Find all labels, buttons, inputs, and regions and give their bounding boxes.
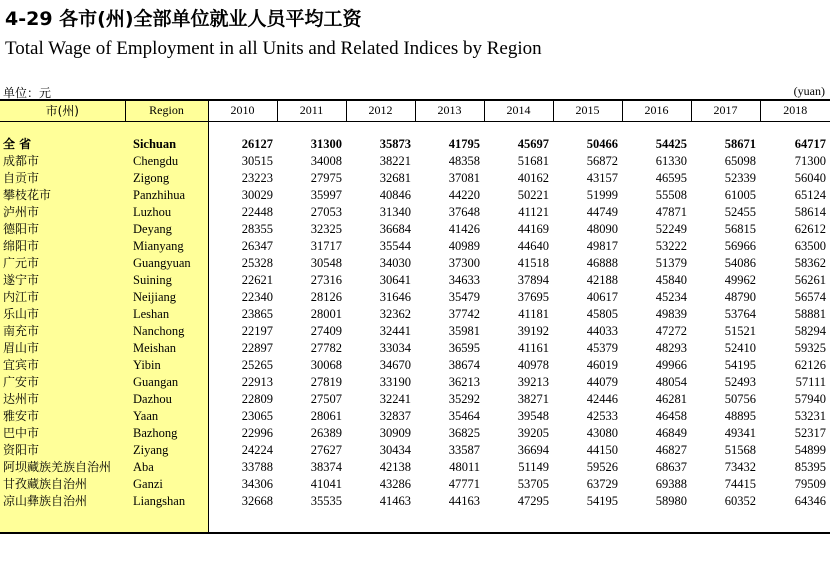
wage-value-cell: 25328 (241, 255, 273, 270)
region-name-cell: Guangan (125, 374, 208, 391)
wage-value-cell: 30068 (310, 357, 342, 372)
wage-value-cell: 48054 (655, 374, 687, 389)
table-row (0, 493, 830, 532)
wage-value-cell: 52339 (724, 170, 756, 185)
wage-value-cell: 58671 (724, 136, 756, 151)
wage-value-cell: 33034 (379, 340, 411, 355)
city-name-cell: 广安市 (0, 374, 125, 391)
wage-value-cell: 64717 (794, 136, 826, 151)
wage-value-cell: 32668 (241, 493, 273, 508)
wage-value-cell: 22897 (241, 340, 273, 355)
table-row (0, 323, 830, 340)
header-year: 2017 (691, 100, 760, 121)
city-name-cell: 绵阳市 (0, 238, 125, 255)
wage-value-cell: 27975 (310, 170, 342, 185)
wage-value-cell: 38374 (310, 459, 342, 474)
city-name-cell: 德阳市 (0, 221, 125, 238)
wage-value-cell: 37081 (448, 170, 480, 185)
table-row (0, 221, 830, 238)
wage-value-cell: 35873 (379, 136, 411, 151)
wage-value-cell: 50466 (586, 136, 618, 151)
bottom-rule (0, 532, 830, 534)
wage-value-cell: 22448 (241, 204, 273, 219)
region-name-cell: Dazhou (125, 391, 208, 408)
wage-value-cell: 31300 (310, 136, 342, 151)
wage-value-cell: 44079 (586, 374, 618, 389)
wage-value-cell: 47871 (655, 204, 687, 219)
wage-value-cell: 44169 (517, 221, 549, 236)
wage-value-cell: 45234 (655, 289, 687, 304)
city-name-cell: 甘孜藏族自治州 (0, 476, 125, 493)
wage-value-cell: 58881 (794, 306, 826, 321)
table-row (0, 153, 830, 170)
wage-value-cell: 37742 (448, 306, 480, 321)
wage-value-cell: 42188 (586, 272, 618, 287)
table-row (0, 306, 830, 323)
wage-value-cell: 38674 (448, 357, 480, 372)
region-name-cell: Bazhong (125, 425, 208, 442)
wage-value-cell: 54195 (586, 493, 618, 508)
region-name-cell: Ziyang (125, 442, 208, 459)
wage-value-cell: 44749 (586, 204, 618, 219)
header-year: 2016 (622, 100, 691, 121)
wage-value-cell: 58614 (794, 204, 826, 219)
header-region: Region (125, 100, 208, 121)
wage-value-cell: 47295 (517, 493, 549, 508)
wage-value-cell: 22996 (241, 425, 273, 440)
wage-value-cell: 61005 (724, 187, 756, 202)
header-row (0, 100, 830, 121)
wage-value-cell: 61330 (655, 153, 687, 168)
wage-value-cell: 54086 (724, 255, 756, 270)
wage-value-cell: 22913 (241, 374, 273, 389)
wage-value-cell: 43286 (379, 476, 411, 491)
city-name-cell: 雅安市 (0, 408, 125, 425)
wage-value-cell: 54425 (655, 136, 687, 151)
wage-value-cell: 28061 (310, 408, 342, 423)
wage-value-cell: 54195 (724, 357, 756, 372)
header-year: 2013 (415, 100, 484, 121)
wage-value-cell: 35535 (310, 493, 342, 508)
wage-value-cell: 69388 (655, 476, 687, 491)
table-row (0, 357, 830, 374)
wage-value-cell: 36595 (448, 340, 480, 355)
wage-value-cell: 31340 (379, 204, 411, 219)
table-row (0, 425, 830, 442)
table-row (0, 255, 830, 272)
wage-value-cell: 51521 (724, 323, 756, 338)
wage-value-cell: 33788 (241, 459, 273, 474)
wage-value-cell: 58294 (794, 323, 826, 338)
wage-value-cell: 44033 (586, 323, 618, 338)
wage-value-cell: 56040 (794, 170, 826, 185)
wage-value-cell: 37695 (517, 289, 549, 304)
wage-value-cell: 51681 (517, 153, 549, 168)
wage-value-cell: 47771 (448, 476, 480, 491)
wage-value-cell: 41041 (310, 476, 342, 491)
wage-value-cell: 37648 (448, 204, 480, 219)
wage-value-cell: 32241 (379, 391, 411, 406)
wage-value-cell: 46458 (655, 408, 687, 423)
wage-value-cell: 36694 (517, 442, 549, 457)
wage-value-cell: 45840 (655, 272, 687, 287)
wage-value-cell: 56574 (794, 289, 826, 304)
wage-value-cell: 38271 (517, 391, 549, 406)
wage-value-cell: 40978 (517, 357, 549, 372)
spacer-cell (691, 121, 760, 136)
header-city: 市(州) (0, 100, 125, 121)
wage-value-cell: 39192 (517, 323, 549, 338)
wage-value-cell: 30548 (310, 255, 342, 270)
wage-value-cell: 57111 (795, 374, 826, 389)
wage-value-cell: 31717 (310, 238, 342, 253)
city-name-cell: 巴中市 (0, 425, 125, 442)
wage-value-cell: 30909 (379, 425, 411, 440)
wage-value-cell: 40617 (586, 289, 618, 304)
wage-value-cell: 51149 (518, 459, 549, 474)
wage-value-cell: 27782 (310, 340, 342, 355)
table-row (0, 459, 830, 476)
wage-value-cell: 79509 (794, 476, 826, 491)
wage-value-cell: 43080 (586, 425, 618, 440)
wage-value-cell: 85395 (794, 459, 826, 474)
header-year: 2018 (760, 100, 830, 121)
wage-value-cell: 37894 (517, 272, 549, 287)
table-row (0, 476, 830, 493)
wage-value-cell: 24224 (241, 442, 273, 457)
total-row (0, 136, 830, 153)
header-year: 2010 (208, 100, 277, 121)
wage-value-cell: 51999 (586, 187, 618, 202)
wage-value-cell: 30029 (241, 187, 273, 202)
wage-value-cell: 48895 (724, 408, 756, 423)
wage-value-cell: 44150 (586, 442, 618, 457)
table-row (0, 272, 830, 289)
spacer-cell (0, 121, 125, 136)
spacer-cell (760, 121, 830, 136)
spacer-cell (484, 121, 553, 136)
wage-table (0, 99, 830, 532)
wage-value-cell: 56261 (794, 272, 826, 287)
region-name-cell: Nanchong (125, 323, 208, 340)
wage-value-cell: 63500 (794, 238, 826, 253)
wage-value-cell: 27819 (310, 374, 342, 389)
region-name-cell: Guangyuan (125, 255, 208, 272)
wage-value-cell: 34008 (310, 153, 342, 168)
wage-value-cell: 28126 (310, 289, 342, 304)
table-row (0, 187, 830, 204)
region-name-cell: Luzhou (125, 204, 208, 221)
wage-value-cell: 42533 (586, 408, 618, 423)
wage-value-cell: 25265 (241, 357, 273, 372)
wage-value-cell: 46019 (586, 357, 618, 372)
wage-value-cell: 56966 (724, 238, 756, 253)
table-row (0, 238, 830, 255)
wage-value-cell: 56815 (724, 221, 756, 236)
header-year: 2014 (484, 100, 553, 121)
spacer-row (0, 121, 830, 136)
wage-value-cell: 58980 (655, 493, 687, 508)
wage-value-cell: 68637 (655, 459, 687, 474)
wage-value-cell: 57940 (794, 391, 826, 406)
wage-value-cell: 49839 (655, 306, 687, 321)
wage-value-cell: 51568 (724, 442, 756, 457)
wage-value-cell: 53705 (517, 476, 549, 491)
wage-value-cell: 48090 (586, 221, 618, 236)
wage-value-cell: 41181 (518, 306, 549, 321)
city-name-cell: 资阳市 (0, 442, 125, 459)
wage-value-cell: 43157 (586, 170, 618, 185)
city-name-cell: 凉山彝族自治州 (0, 493, 125, 532)
header-year: 2012 (346, 100, 415, 121)
wage-value-cell: 27316 (310, 272, 342, 287)
wage-value-cell: 50756 (724, 391, 756, 406)
wage-value-cell: 35981 (448, 323, 480, 338)
wage-value-cell: 35997 (310, 187, 342, 202)
region-name-cell: Yibin (125, 357, 208, 374)
wage-value-cell: 27507 (310, 391, 342, 406)
wage-value-cell: 47272 (655, 323, 687, 338)
wage-value-cell: 32837 (379, 408, 411, 423)
wage-value-cell: 32441 (379, 323, 411, 338)
table-row (0, 204, 830, 221)
wage-value-cell: 52493 (724, 374, 756, 389)
wage-value-cell: 32325 (310, 221, 342, 236)
wage-value-cell: 53764 (724, 306, 756, 321)
city-name-cell: 成都市 (0, 153, 125, 170)
region-name-cell: Panzhihua (125, 187, 208, 204)
wage-value-cell: 51379 (655, 255, 687, 270)
wage-value-cell: 30515 (241, 153, 273, 168)
wage-value-cell: 74415 (724, 476, 756, 491)
wage-value-cell: 53231 (794, 408, 826, 423)
wage-value-cell: 40162 (517, 170, 549, 185)
wage-value-cell: 55508 (655, 187, 687, 202)
wage-value-cell: 27627 (310, 442, 342, 457)
wage-value-cell: 40989 (448, 238, 480, 253)
wage-value-cell: 44163 (448, 493, 480, 508)
wage-value-cell: 48293 (655, 340, 687, 355)
wage-value-cell: 39213 (517, 374, 549, 389)
spacer-cell (208, 121, 277, 136)
wage-value-cell: 28001 (310, 306, 342, 321)
wage-value-cell: 36684 (379, 221, 411, 236)
wage-value-cell: 26127 (241, 136, 273, 151)
wage-value-cell: 40846 (379, 187, 411, 202)
wage-value-cell: 41161 (518, 340, 549, 355)
table-row (0, 374, 830, 391)
wage-value-cell: 71300 (794, 153, 826, 168)
spacer-cell (125, 121, 208, 136)
wage-value-cell: 34633 (448, 272, 480, 287)
header-year: 2011 (277, 100, 346, 121)
wage-value-cell: 62612 (794, 221, 826, 236)
wage-value-cell: 63729 (586, 476, 618, 491)
city-name-cell: 阿坝藏族羌族自治州 (0, 459, 125, 476)
city-name-cell: 遂宁市 (0, 272, 125, 289)
wage-value-cell: 30434 (379, 442, 411, 457)
region-name-cell: Leshan (125, 306, 208, 323)
wage-value-cell: 45697 (517, 136, 549, 151)
spacer-cell (553, 121, 622, 136)
wage-value-cell: 56872 (586, 153, 618, 168)
wage-value-cell: 27053 (310, 204, 342, 219)
city-name-cell: 泸州市 (0, 204, 125, 221)
wage-value-cell: 34306 (241, 476, 273, 491)
wage-value-cell: 52317 (794, 425, 826, 440)
wage-value-cell: 37300 (448, 255, 480, 270)
region-name-cell: Liangshan (125, 493, 208, 532)
wage-value-cell: 65098 (724, 153, 756, 168)
wage-value-cell: 60352 (724, 493, 756, 508)
region-name-cell: Chengdu (125, 153, 208, 170)
city-name-cell: 宜宾市 (0, 357, 125, 374)
spacer-cell (346, 121, 415, 136)
wage-value-cell: 36825 (448, 425, 480, 440)
wage-value-cell: 41795 (448, 136, 480, 151)
wage-value-cell: 26347 (241, 238, 273, 253)
wage-value-cell: 30641 (379, 272, 411, 287)
unit-label-english: (yuan) (793, 84, 825, 98)
wage-value-cell: 23065 (241, 408, 273, 423)
wage-value-cell: 52455 (724, 204, 756, 219)
wage-value-cell: 41121 (518, 204, 549, 219)
wage-value-cell: 46827 (655, 442, 687, 457)
wage-value-cell: 52410 (724, 340, 756, 355)
region-name-cell: Suining (125, 272, 208, 289)
region-name-cell: Neijiang (125, 289, 208, 306)
region-name-cell: Deyang (125, 221, 208, 238)
wage-value-cell: 33587 (448, 442, 480, 457)
wage-value-cell: 46849 (655, 425, 687, 440)
city-name-cell: 乐山市 (0, 306, 125, 323)
wage-value-cell: 36213 (448, 374, 480, 389)
wage-value-cell: 49341 (724, 425, 756, 440)
wage-value-cell: 62126 (794, 357, 826, 372)
table-row (0, 340, 830, 357)
wage-value-cell: 64346 (794, 493, 826, 508)
wage-value-cell: 38221 (379, 153, 411, 168)
wage-value-cell: 35464 (448, 408, 480, 423)
wage-value-cell: 23865 (241, 306, 273, 321)
wage-value-cell: 39205 (517, 425, 549, 440)
wage-value-cell: 48790 (724, 289, 756, 304)
wage-value-cell: 23223 (241, 170, 273, 185)
wage-value-cell: 50221 (517, 187, 549, 202)
table-row (0, 442, 830, 459)
region-name-cell: Mianyang (125, 238, 208, 255)
wage-value-cell: 35544 (379, 238, 411, 253)
table-title-chinese: 4-29 各市(州)全部单位就业人员平均工资 (5, 8, 362, 30)
wage-value-cell: 49817 (586, 238, 618, 253)
city-name-cell: 攀枝花市 (0, 187, 125, 204)
spacer-cell (277, 121, 346, 136)
wage-value-cell: 28355 (241, 221, 273, 236)
city-name-cell: 内江市 (0, 289, 125, 306)
wage-value-cell: 45379 (586, 340, 618, 355)
wage-value-cell: 46281 (655, 391, 687, 406)
wage-value-cell: 41518 (517, 255, 549, 270)
wage-value-cell: 45805 (586, 306, 618, 321)
wage-value-cell: 34670 (379, 357, 411, 372)
region-name-cell: Aba (125, 459, 208, 476)
wage-value-cell: 73432 (724, 459, 756, 474)
city-name-cell: 广元市 (0, 255, 125, 272)
wage-value-cell: 27409 (310, 323, 342, 338)
wage-value-cell: 35479 (448, 289, 480, 304)
wage-value-cell: 39548 (517, 408, 549, 423)
wage-value-cell: 52249 (655, 221, 687, 236)
wage-value-cell: 49962 (724, 272, 756, 287)
table-row (0, 408, 830, 425)
table-row (0, 170, 830, 187)
wage-value-cell: 59526 (586, 459, 618, 474)
table-row (0, 289, 830, 306)
wage-value-cell: 44640 (517, 238, 549, 253)
city-name-cell: 自贡市 (0, 170, 125, 187)
table-title-english: Total Wage of Employment in all Units and Related Indices by Region (5, 38, 542, 59)
header-year: 2015 (553, 100, 622, 121)
wage-value-cell: 31646 (379, 289, 411, 304)
region-name-cell: Zigong (125, 170, 208, 187)
wage-value-cell: 46888 (586, 255, 618, 270)
region-name-cell: Yaan (125, 408, 208, 425)
spacer-cell (622, 121, 691, 136)
wage-value-cell: 26389 (310, 425, 342, 440)
wage-value-cell: 58362 (794, 255, 826, 270)
wage-value-cell: 22621 (241, 272, 273, 287)
unit-label-chinese: 单位：元 (3, 86, 52, 100)
wage-value-cell: 42138 (379, 459, 411, 474)
city-name-cell: 达州市 (0, 391, 125, 408)
wage-value-cell: 53222 (655, 238, 687, 253)
city-name-cell: 眉山市 (0, 340, 125, 357)
wage-value-cell: 65124 (794, 187, 826, 202)
city-name-cell: 全 省 (0, 136, 125, 153)
city-name-cell: 南充市 (0, 323, 125, 340)
wage-value-cell: 54899 (794, 442, 826, 457)
wage-value-cell: 46595 (655, 170, 687, 185)
wage-value-cell: 42446 (586, 391, 618, 406)
region-name-cell: Ganzi (125, 476, 208, 493)
wage-value-cell: 48358 (448, 153, 480, 168)
table-row (0, 391, 830, 408)
wage-value-cell: 44220 (448, 187, 480, 202)
wage-value-cell: 41426 (448, 221, 480, 236)
wage-value-cell: 32362 (379, 306, 411, 321)
wage-value-cell: 34030 (379, 255, 411, 270)
wage-value-cell: 48011 (449, 459, 480, 474)
region-name-cell: Meishan (125, 340, 208, 357)
wage-value-cell: 35292 (448, 391, 480, 406)
region-name-cell: Sichuan (125, 136, 208, 153)
spacer-cell (415, 121, 484, 136)
wage-value-cell: 33190 (379, 374, 411, 389)
wage-value-cell: 22809 (241, 391, 273, 406)
wage-value-cell: 41463 (379, 493, 411, 508)
wage-value-cell: 59325 (794, 340, 826, 355)
wage-value-cell: 22340 (241, 289, 273, 304)
wage-value-cell: 49966 (655, 357, 687, 372)
wage-value-cell: 22197 (241, 323, 273, 338)
wage-value-cell: 32681 (379, 170, 411, 185)
